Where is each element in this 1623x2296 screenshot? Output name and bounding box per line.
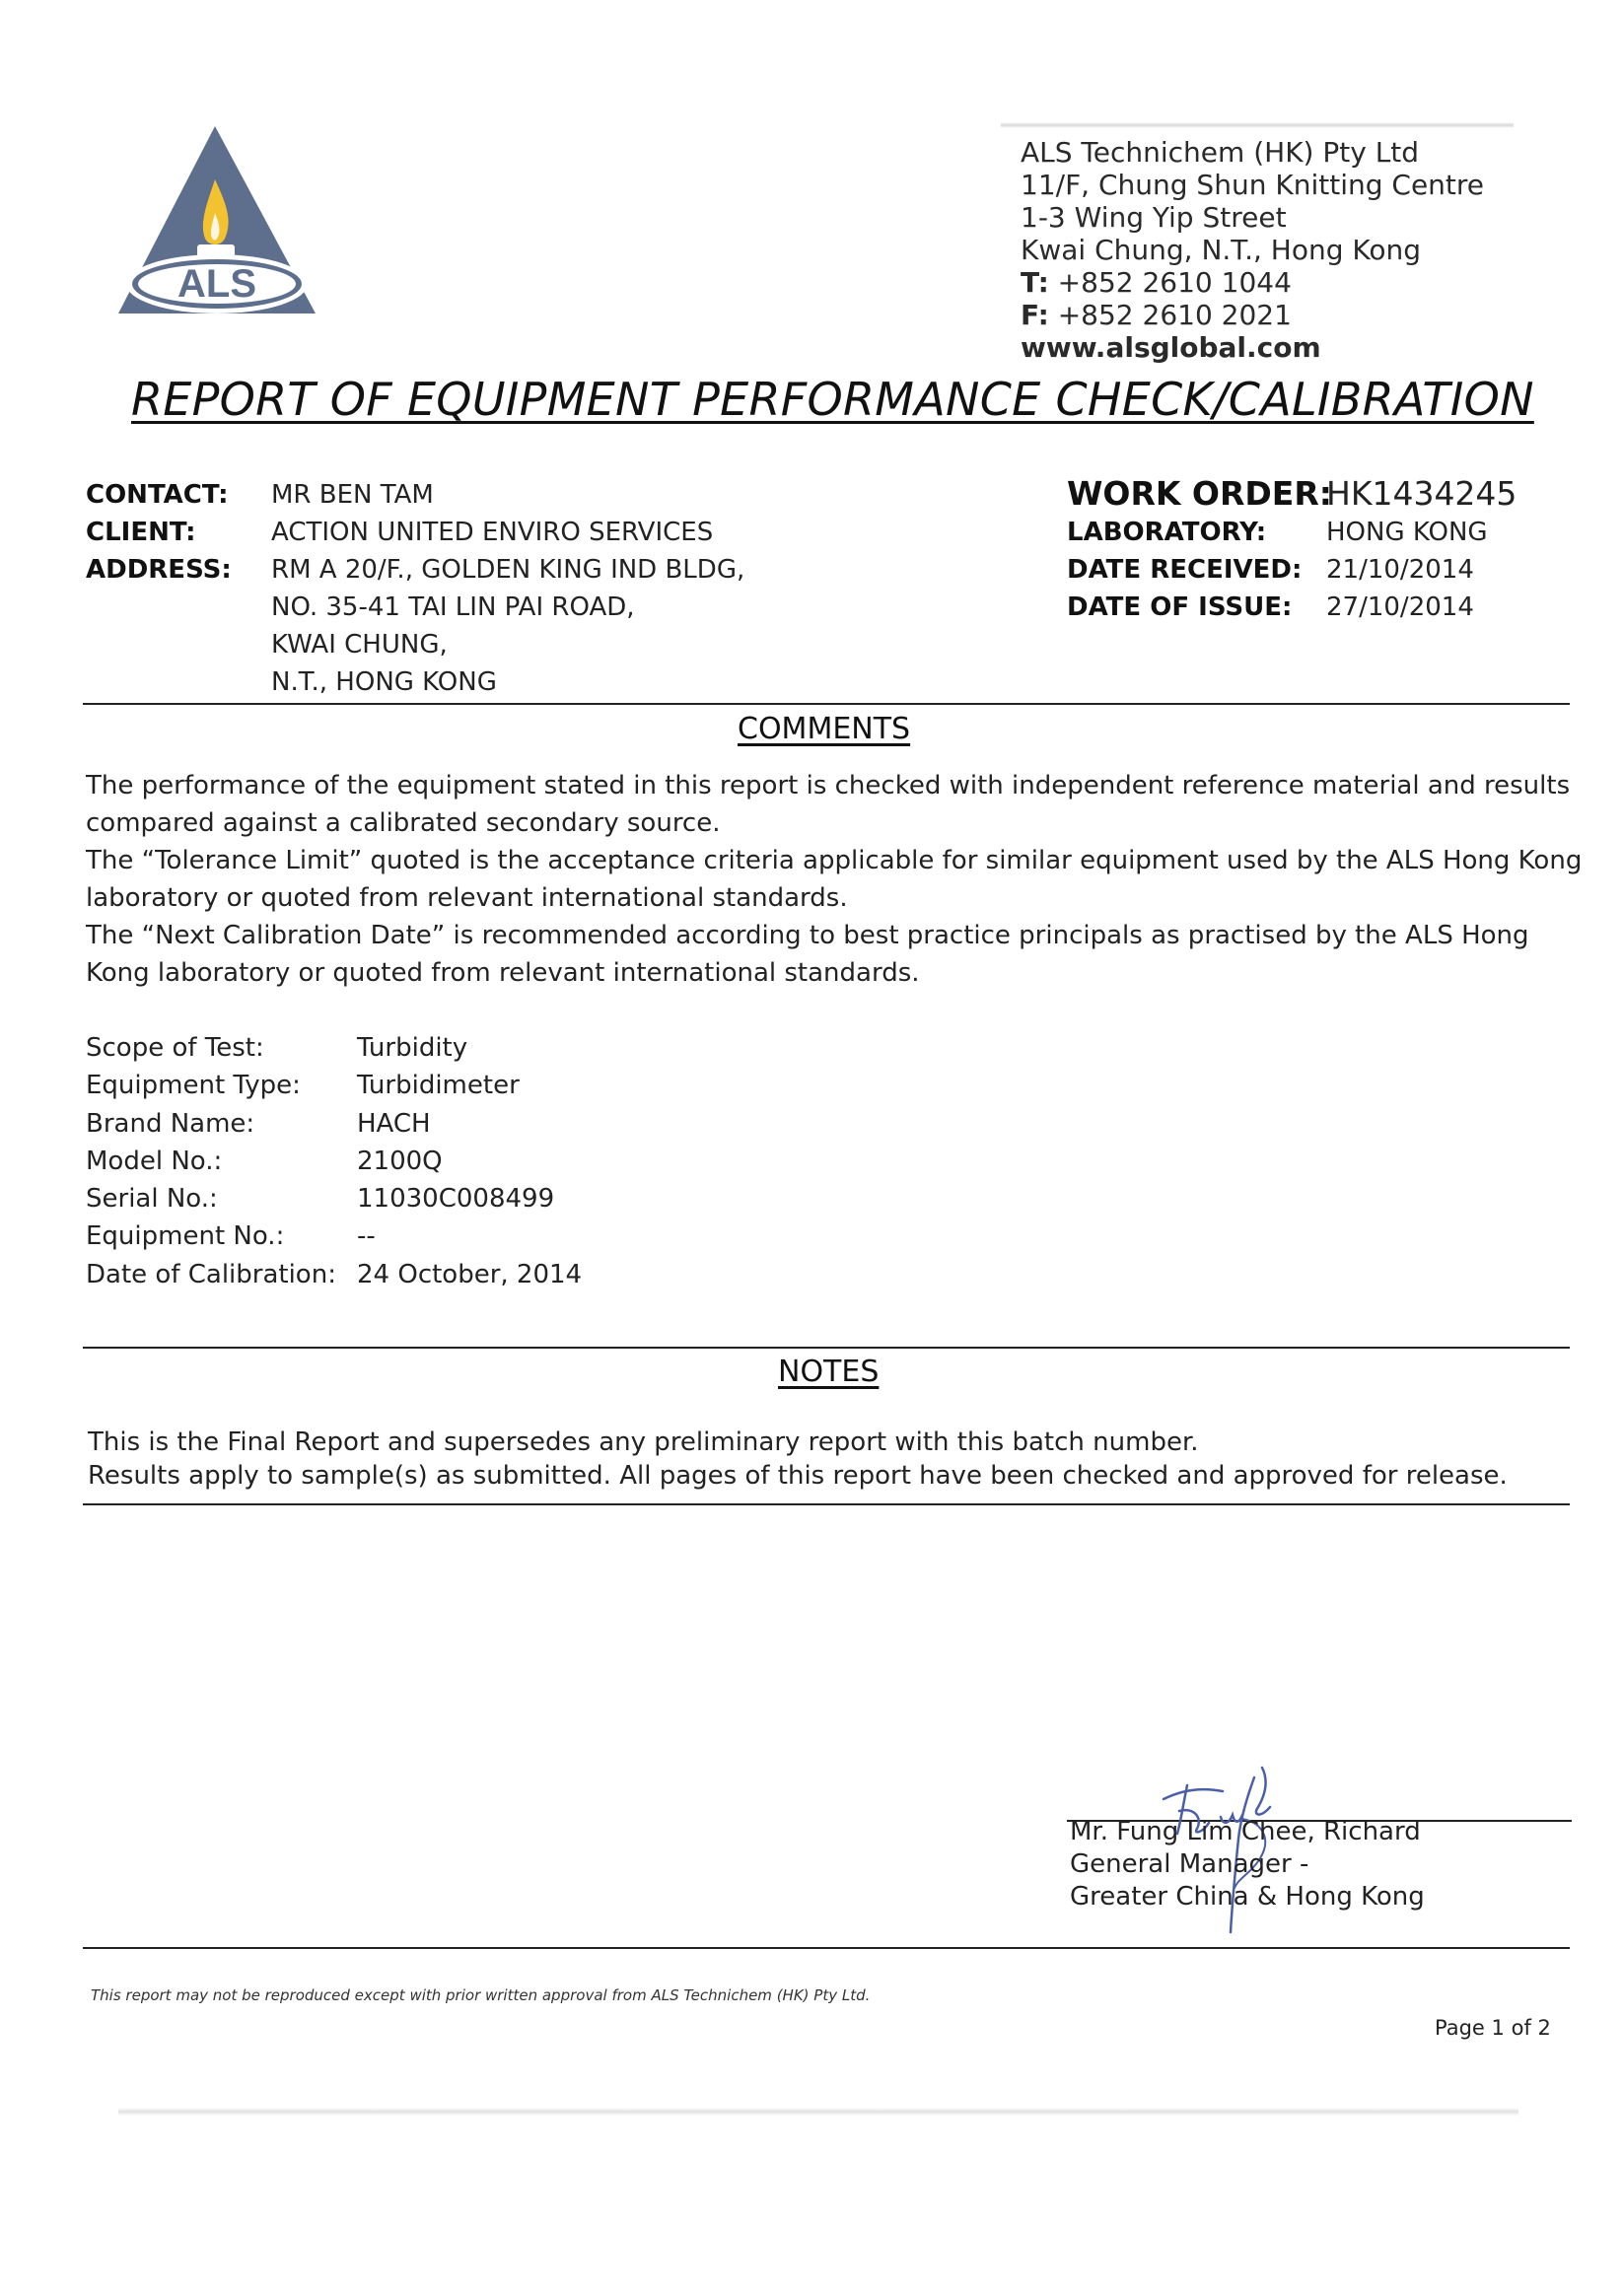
equipment-value: 24 October, 2014 xyxy=(357,1259,583,1289)
equipment-label: Equipment Type: xyxy=(86,1071,301,1101)
footer-divider xyxy=(83,1947,1570,1949)
client-value: ACTION UNITED ENVIRO SERVICES xyxy=(271,518,714,547)
laboratory-value: HONG KONG xyxy=(1326,518,1488,547)
page-total: 2 xyxy=(1537,2016,1551,2040)
company-info xyxy=(1021,136,1484,364)
equipment-value: 2100Q xyxy=(357,1146,443,1176)
equipment-value: -- xyxy=(357,1221,376,1252)
contact-label: CONTACT: xyxy=(86,480,229,510)
signatory-name: Mr. Fung Lim Chee, Richard xyxy=(1070,1817,1421,1846)
page-current: 1 xyxy=(1491,2016,1505,2040)
company-address-line3: Kwai Chung, N.T., Hong Kong xyxy=(1021,234,1422,266)
phone-label: T: xyxy=(1021,266,1049,299)
date-received-value: 21/10/2014 xyxy=(1326,555,1474,585)
client-label: CLIENT: xyxy=(86,518,196,547)
date-of-issue-value: 27/10/2014 xyxy=(1326,592,1474,622)
scan-artifact-top xyxy=(1001,122,1514,128)
date-received-label: DATE RECEIVED: xyxy=(1067,555,1303,585)
company-name: ALS Technichem (HK) Pty Ltd xyxy=(1021,136,1420,169)
company-address-line2: 1-3 Wing Yip Street xyxy=(1021,201,1287,234)
page-of: of xyxy=(1511,2016,1531,2040)
notes-bottom-divider xyxy=(83,1503,1570,1505)
fax-number: +852 2610 2021 xyxy=(1057,299,1292,331)
page-label: Page xyxy=(1435,2016,1485,2040)
equipment-values xyxy=(357,1029,582,1293)
als-logo xyxy=(118,118,325,325)
als-logo-icon xyxy=(118,118,325,325)
address-line-4: N.T., HONG KONG xyxy=(271,667,497,697)
equipment-value: HACH xyxy=(357,1108,431,1139)
fax-label: F: xyxy=(1021,299,1049,331)
phone-number: +852 2610 1044 xyxy=(1057,266,1292,299)
notes-body xyxy=(88,1426,1508,1493)
address-label: ADDRESS: xyxy=(86,555,232,585)
date-of-issue-label: DATE OF ISSUE: xyxy=(1067,592,1293,622)
scan-artifact-bottom xyxy=(118,2108,1518,2116)
equipment-labels xyxy=(86,1029,336,1293)
equipment-label: Equipment No.: xyxy=(86,1221,285,1252)
page-number xyxy=(1435,2016,1551,2040)
signatory-block xyxy=(1070,1816,1425,1913)
comment-paragraph: The “Tolerance Limit” quoted is the acceptance criteria applicable for similar equipment used by the ALS Hong Kong laboratory or quoted from relevant international standards. xyxy=(86,846,1583,913)
company-website: www.alsglobal.com xyxy=(1021,331,1321,364)
equipment-value: 11030C008499 xyxy=(357,1184,555,1215)
notes-line: This is the Final Report and supersedes any preliminary report with this batch number. xyxy=(88,1427,1199,1457)
signatory-title-line2: Greater China & Hong Kong xyxy=(1070,1882,1425,1912)
logo-text: ALS xyxy=(177,262,256,306)
comments-heading: COMMENTS xyxy=(738,712,911,746)
notes-top-divider xyxy=(83,1347,1570,1349)
comments-body xyxy=(86,767,1585,992)
comment-paragraph: The “Next Calibration Date” is recommended according to best practice principals as practised by the ALS Hong Kong laboratory or quoted from relevant international standards. xyxy=(86,921,1529,988)
notes-heading: NOTES xyxy=(778,1355,880,1389)
equipment-label: Date of Calibration: xyxy=(86,1259,336,1289)
signatory-title-line1: General Manager - xyxy=(1070,1849,1309,1879)
company-address-line1: 11/F, Chung Shun Knitting Centre xyxy=(1021,169,1485,201)
equipment-label: Brand Name: xyxy=(86,1108,255,1139)
address-line-1: RM A 20/F., GOLDEN KING IND BLDG, xyxy=(271,555,745,585)
work-order-value: HK1434245 xyxy=(1326,474,1517,513)
contact-value: MR BEN TAM xyxy=(271,480,434,510)
footer-disclaimer: This report may not be reproduced except with prior written approval from ALS Technichem (HK) Pty Ltd. xyxy=(91,1986,871,2004)
header-divider xyxy=(83,703,1570,705)
company-phone xyxy=(1021,266,1484,299)
equipment-label: Model No.: xyxy=(86,1146,223,1176)
notes-line: Results apply to sample(s) as submitted. All pages of this report have been checked and approved for release. xyxy=(88,1461,1508,1491)
company-fax xyxy=(1021,299,1484,331)
equipment-label: Serial No.: xyxy=(86,1184,218,1215)
report-title: REPORT OF EQUIPMENT PERFORMANCE CHECK/CALIBRATION xyxy=(131,373,1534,426)
equipment-label: Scope of Test: xyxy=(86,1033,264,1063)
address-line-2: NO. 35-41 TAI LIN PAI ROAD, xyxy=(271,592,635,622)
address-line-3: KWAI CHUNG, xyxy=(271,630,448,660)
laboratory-label: LABORATORY: xyxy=(1067,518,1267,547)
equipment-value: Turbidimeter xyxy=(357,1071,520,1101)
comment-paragraph: The performance of the equipment stated in this report is checked with independent reference material and results compared against a calibrated secondary source. xyxy=(86,771,1571,838)
equipment-value: Turbidity xyxy=(357,1033,468,1063)
work-order-label: WORK ORDER: xyxy=(1067,474,1332,513)
